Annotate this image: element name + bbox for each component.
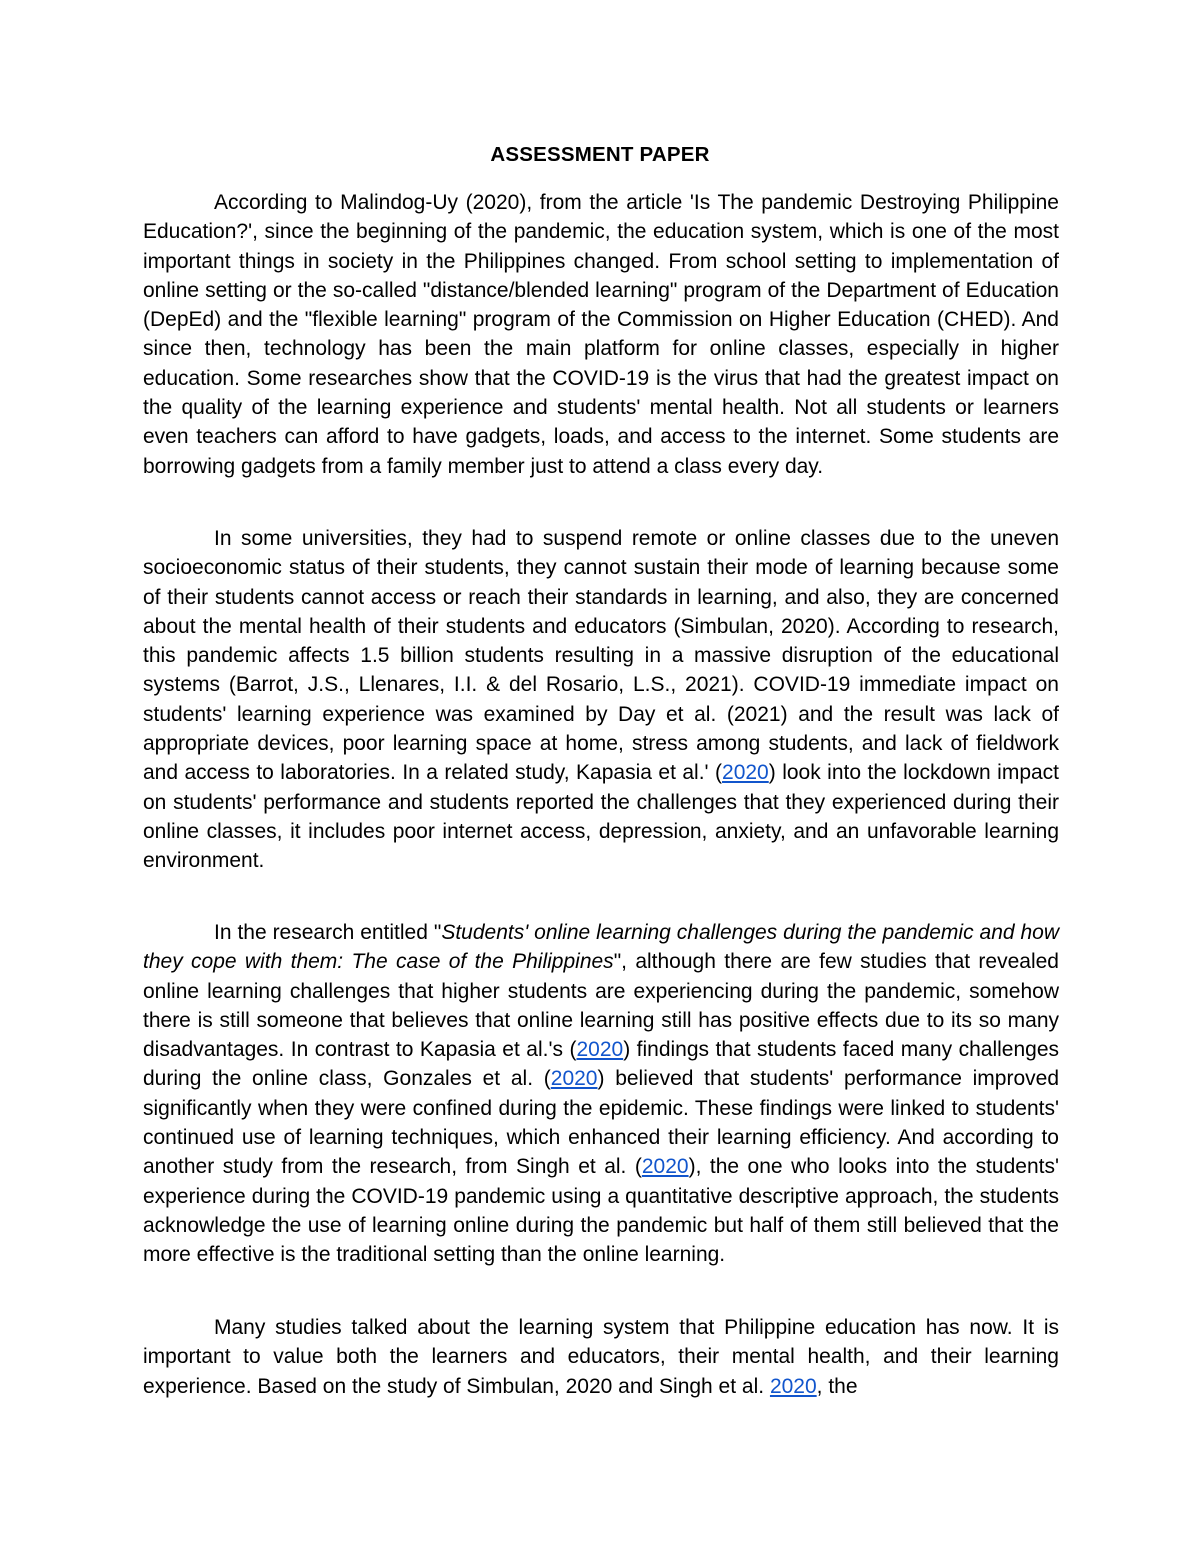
paragraph-2-text-a: In some universities, they had to suspend remote or online classes due to the uneven socioeconomic status of their students, they cannot sustain their mode of learning because some of their students cannot access or reach their standards in learning, and also, they are concerned about the mental health of their students and educators (Simbulan, 2020). According to research, this pandemic affects 1.5 billion students resulting in a massive disruption of the educational systems (Barrot, J.S., Llenares, I.I. & del Rosario, L.S., 2021). COVID-19 immediate impact on students' learning experience was examined by Day et al. (2021) and the result was lack of appropriate devices, poor learning space at home, stress among students, and lack of fieldwork and access to laboratories. In a related study, Kapasia et al.' ( [143, 527, 1059, 785]
paragraph-2-text-b: ) look into the lockdown impact on students' performance and students reported the challenges that they experienced during their online classes, it includes poor internet access, depression, anxiety, and an unfavorable learning environment. [143, 761, 1060, 873]
paragraph-3-text-d: ) believed that students' performance improved significantly when they were confined during the epidemic. These findings were linked to students' continued use of learning techniques, which enhanced their learning efficiency. And according to another study from the research, from Singh et al. ( [143, 1067, 1059, 1179]
citation-link-singh[interactable]: 2020 [641, 1155, 689, 1179]
paragraph-3-text-a: In the research entitled " [214, 921, 442, 944]
paragraph-1-text: According to Malindog-Uy (2020), from the article 'Is The pandemic Destroying Philippine Education?', since the beginning of the pandemic, the education system, which is one of the most important things in society in the Philippines changed. From school setting to implementation of online setting or the so-called "distance/blended learning" program of the Department of Education (DepEd) and the "flexible learning" program of the Commission on Higher Education (CHED). And since then, technology has been the main platform for online classes, especially in higher education. Some researches show that the COVID-19 is the virus that had the greatest impact on the quality of the learning experience and students' mental health. Not all students or learners even teachers can afford to have gadgets, loads, and access to the internet. Some students are borrowing gadgets from a family member just to attend a class every day. [143, 191, 1059, 478]
paragraph-4 [143, 1313, 1059, 1401]
citation-link-kapasia[interactable]: 2020 [722, 761, 769, 785]
paragraph-2 [143, 524, 1059, 876]
paragraph-4-text-a: Many studies talked about the learning system that Philippine education has now. It is important to value both the learners and educators, their mental health, and their learning experience. Based on the study of Simbulan, 2020 and Singh et al. [143, 1316, 1059, 1398]
page-title: ASSESSMENT PAPER [490, 143, 710, 166]
citation-link-singh-2[interactable]: 2020 [769, 1374, 817, 1398]
citation-link-kapasia-2[interactable]: 2020 [576, 1038, 624, 1062]
paragraph-4-text-b: , the [816, 1374, 858, 1398]
paragraph-3-text-b: ", although there are few studies that revealed online learning challenges that higher students are experiencing during the pandemic, somehow there is still someone that believes that online learning still has positive effects due to its so many disadvantages. In contrast to Kapasia et al.'s ( [143, 950, 1059, 1062]
paragraph-3-text-c: ) findings that students faced many challenges during the online class, Gonzales et al. ( [143, 1038, 1059, 1091]
citation-link-gonzales[interactable]: 2020 [550, 1067, 598, 1091]
paragraph-3-text-e: ), the one who looks into the students' experience during the COVID-19 pandemic using a quantitative descriptive approach, the students acknowledge the use of learning online during the pandemic but half of them still believed that the more effective is the traditional setting than the online learning. [143, 1155, 1059, 1267]
paragraph-1 [143, 188, 1059, 481]
research-title-italic: Students' online learning challenges during the pandemic and how they cope with them: The case of the Philippines [143, 921, 1060, 974]
paragraph-3 [143, 918, 1059, 1270]
